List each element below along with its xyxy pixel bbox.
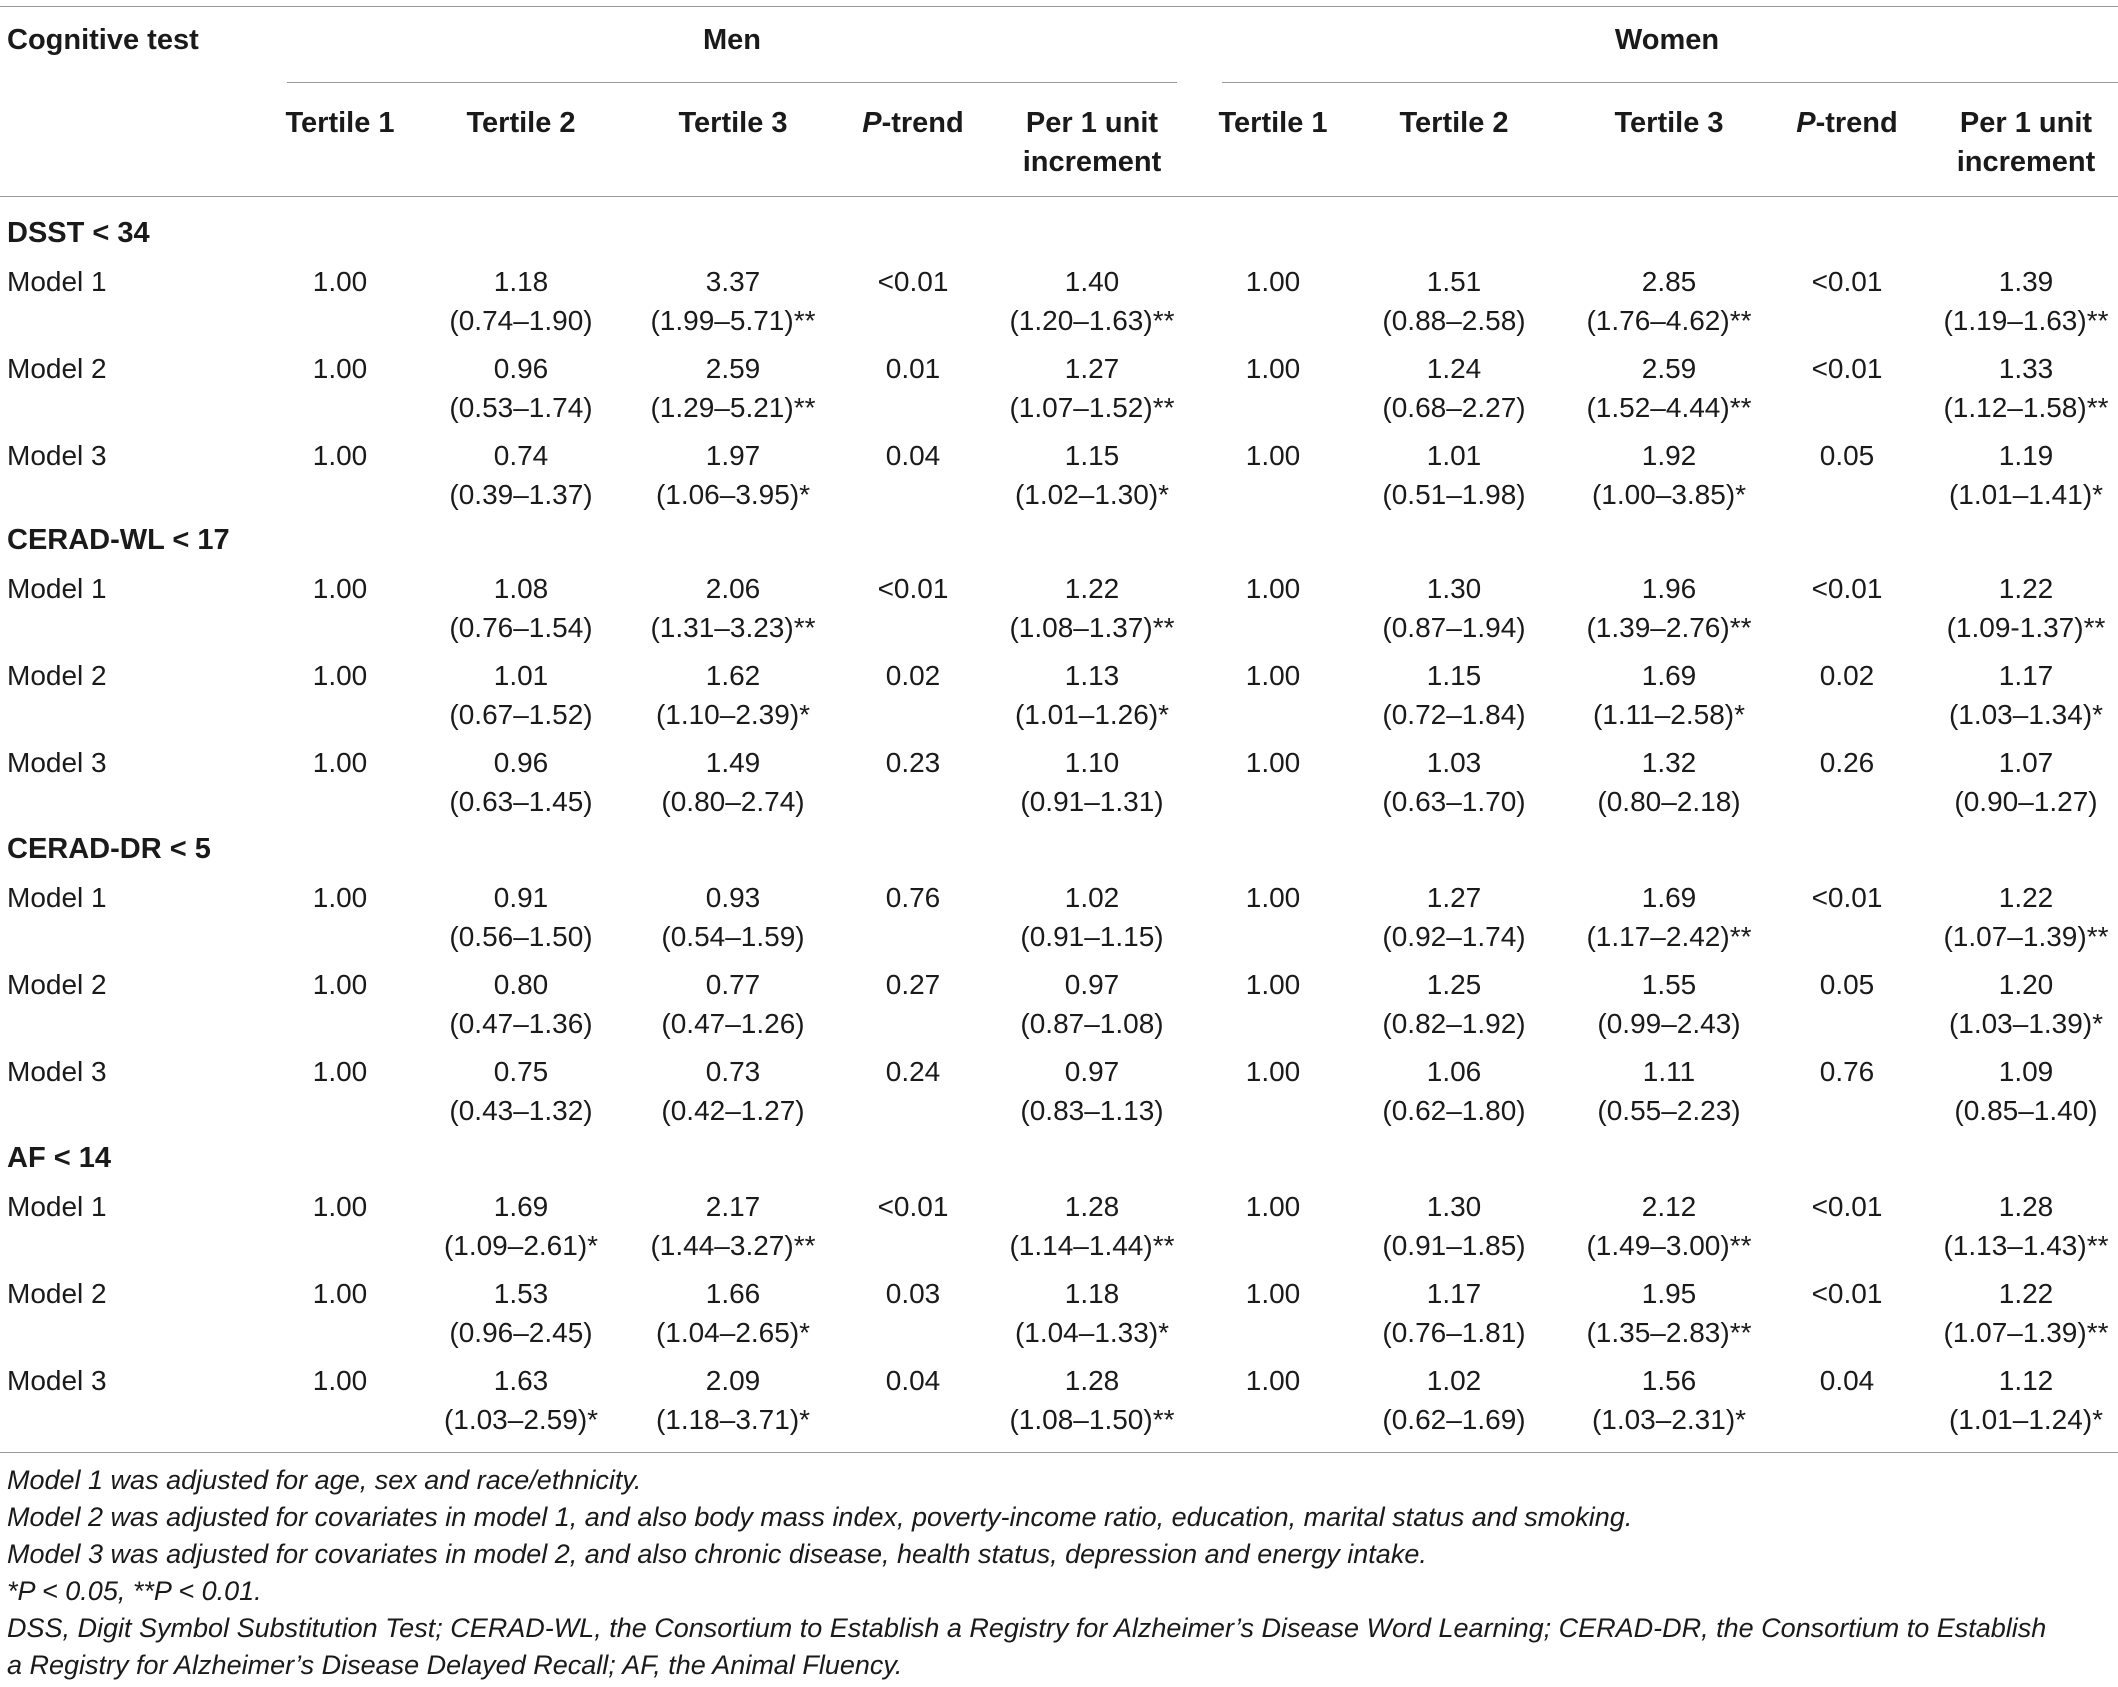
confidence-interval: (1.20–1.63)**	[1009, 305, 1175, 336]
estimate-value: 0.80	[493, 969, 549, 1000]
estimate-value: <0.01	[1811, 1278, 1883, 1309]
estimate-value: 1.07	[1998, 747, 2054, 778]
women-per-unit-cell	[1916, 1052, 2118, 1130]
header-men-per-unit	[1002, 104, 1182, 182]
estimate-value: 1.00	[1245, 1278, 1301, 1309]
estimate-value: 1.22	[1998, 1278, 2054, 1309]
men-tertile-2-cell	[411, 878, 631, 956]
confidence-interval: (1.01–1.26)*	[1014, 699, 1170, 730]
estimate-value: 1.00	[1245, 353, 1301, 384]
footnote-significance: *P < 0.05, **P < 0.01.	[7, 1576, 262, 1606]
estimate-value: 1.63	[493, 1365, 549, 1396]
row-model-label: Model 2	[7, 660, 107, 691]
confidence-interval: (1.08–1.37)**	[1009, 612, 1175, 643]
estimate-value: 0.73	[705, 1056, 761, 1087]
estimate-value: 3.37	[705, 266, 761, 297]
women-per-unit-cell	[1916, 878, 2118, 956]
confidence-interval: (1.39–2.76)**	[1586, 612, 1752, 643]
men-tertile-2-cell	[411, 1052, 631, 1130]
estimate-value: 1.56	[1641, 1365, 1697, 1396]
estimate-value: 1.69	[493, 1191, 549, 1222]
confidence-interval: (0.62–1.69)	[1382, 1404, 1526, 1435]
estimate-value: 2.85	[1641, 266, 1697, 297]
estimate-value: 1.12	[1998, 1365, 2054, 1396]
confidence-interval: (1.49–3.00)**	[1586, 1230, 1752, 1261]
confidence-interval: (0.76–1.54)	[449, 612, 593, 643]
row-model-label: Model 1	[7, 1191, 107, 1222]
estimate-value: 0.26	[1819, 747, 1875, 778]
estimate-value: 1.00	[1245, 1191, 1301, 1222]
estimate-value: 1.30	[1426, 573, 1482, 604]
confidence-interval: (0.56–1.50)	[449, 921, 593, 952]
confidence-interval: (1.00–3.85)*	[1591, 479, 1747, 510]
estimate-value: 2.59	[705, 353, 761, 384]
confidence-interval: (0.63–1.70)	[1382, 786, 1526, 817]
confidence-interval: (0.99–2.43)	[1597, 1008, 1741, 1039]
row-model-label: Model 1	[7, 882, 107, 913]
estimate-value: 1.00	[1245, 573, 1301, 604]
row-model-label: Model 2	[7, 969, 107, 1000]
confidence-interval: (1.17–2.42)**	[1586, 921, 1752, 952]
confidence-interval: (0.87–1.94)	[1382, 612, 1526, 643]
header-women: Women	[1614, 24, 1720, 56]
confidence-interval: (1.44–3.27)**	[650, 1230, 816, 1261]
estimate-value: 0.03	[885, 1278, 941, 1309]
estimate-value: 2.06	[705, 573, 761, 604]
estimate-value: 1.02	[1064, 882, 1120, 913]
table-bottom-rule	[0, 1452, 2118, 1453]
estimate-value: 1.18	[1064, 1278, 1120, 1309]
estimate-value: 1.17	[1426, 1278, 1482, 1309]
confidence-interval: (1.19–1.63)**	[1943, 305, 2109, 336]
confidence-interval: (1.03–1.34)*	[1948, 699, 2104, 730]
confidence-interval: (1.99–5.71)**	[650, 305, 816, 336]
women-per-unit-cell	[1916, 965, 2118, 1043]
section-title: CERAD-DR < 5	[7, 833, 211, 865]
estimate-value: 1.49	[705, 747, 761, 778]
confidence-interval: (0.47–1.36)	[449, 1008, 593, 1039]
estimate-value: 1.00	[312, 1056, 368, 1087]
per-unit-line-2: increment	[1022, 146, 1162, 178]
confidence-interval: (1.04–2.65)*	[655, 1317, 811, 1348]
estimate-value: 1.00	[312, 882, 368, 913]
women-tertile-2-cell	[1344, 878, 1564, 956]
estimate-value: 1.06	[1426, 1056, 1482, 1087]
confidence-interval: (0.47–1.26)	[661, 1008, 805, 1039]
estimate-value: 1.17	[1998, 660, 2054, 691]
confidence-interval: (1.08–1.50)**	[1009, 1404, 1175, 1435]
women-tertile-2-cell	[1344, 1187, 1564, 1265]
p-trend-suffix: -trend	[881, 107, 964, 139]
estimate-value: <0.01	[1811, 882, 1883, 913]
row-model-label: Model 2	[7, 1278, 107, 1309]
confidence-interval: (1.07–1.39)**	[1943, 921, 2109, 952]
estimate-value: 0.02	[885, 660, 941, 691]
footnote-model-3: Model 3 was adjusted for covariates in model 2, and also chronic disease, health status, depression and energy intake.	[7, 1539, 1427, 1569]
estimate-value: 0.91	[493, 882, 549, 913]
header-women-per-unit	[1936, 104, 2116, 182]
estimate-value: 1.66	[705, 1278, 761, 1309]
section-title: DSST < 34	[7, 217, 150, 249]
confidence-interval: (0.91–1.15)	[1020, 921, 1164, 952]
row-model-label: Model 3	[7, 1056, 107, 1087]
estimate-value: 0.74	[493, 440, 549, 471]
section-title: AF < 14	[7, 1142, 111, 1174]
estimate-value: 0.05	[1819, 969, 1875, 1000]
estimate-value: 1.02	[1426, 1365, 1482, 1396]
estimate-value: <0.01	[1811, 353, 1883, 384]
women-per-unit-cell	[1916, 569, 2118, 647]
women-per-unit-cell	[1916, 1361, 2118, 1439]
estimate-value: 1.00	[312, 1191, 368, 1222]
women-tertile-2-cell	[1344, 965, 1564, 1043]
estimate-value: 1.69	[1641, 660, 1697, 691]
confidence-interval: (0.53–1.74)	[449, 392, 593, 423]
estimate-value: 1.92	[1641, 440, 1697, 471]
estimate-value: 1.19	[1998, 440, 2054, 471]
men-tertile-2-cell	[411, 743, 631, 821]
confidence-interval: (0.96–2.45)	[449, 1317, 593, 1348]
estimate-value: 1.00	[1245, 266, 1301, 297]
estimate-value: 0.27	[885, 969, 941, 1000]
estimate-value: 1.00	[312, 969, 368, 1000]
footnote-model-2: Model 2 was adjusted for covariates in model 1, and also body mass index, poverty-income ratio, education, marital status and smoking.	[7, 1502, 1633, 1532]
estimate-value: 1.00	[1245, 1365, 1301, 1396]
women-per-unit-cell	[1916, 743, 2118, 821]
confidence-interval: (0.63–1.45)	[449, 786, 593, 817]
confidence-interval: (0.42–1.27)	[661, 1095, 805, 1126]
men-tertile-2-cell	[411, 1274, 631, 1352]
men-tertile-2-cell	[411, 656, 631, 734]
estimate-value: 1.32	[1641, 747, 1697, 778]
estimate-value: <0.01	[1811, 1191, 1883, 1222]
estimate-value: 1.00	[1245, 969, 1301, 1000]
confidence-interval: (1.01–1.41)*	[1948, 479, 2104, 510]
confidence-interval: (1.12–1.58)**	[1943, 392, 2109, 423]
estimate-value: 1.03	[1426, 747, 1482, 778]
estimate-value: 1.20	[1998, 969, 2054, 1000]
row-model-label: Model 3	[7, 747, 107, 778]
confidence-interval: (0.43–1.32)	[449, 1095, 593, 1126]
confidence-interval: (1.31–3.23)**	[650, 612, 816, 643]
women-tertile-2-cell	[1344, 656, 1564, 734]
footnote-abbreviations-line-2: a Registry for Alzheimer’s Disease Delayed Recall; AF, the Animal Fluency.	[7, 1650, 903, 1680]
estimate-value: 1.24	[1426, 353, 1482, 384]
women-tertile-2-cell	[1344, 1274, 1564, 1352]
women-tertile-2-cell	[1344, 1361, 1564, 1439]
p-trend-suffix: -trend	[1815, 107, 1898, 139]
row-model-label: Model 3	[7, 440, 107, 471]
confidence-interval: (0.51–1.98)	[1382, 479, 1526, 510]
estimate-value: 1.00	[1245, 882, 1301, 913]
women-per-unit-cell	[1916, 349, 2118, 427]
confidence-interval: (0.85–1.40)	[1954, 1095, 2098, 1126]
men-tertile-2-cell	[411, 349, 631, 427]
estimate-value: 0.97	[1064, 969, 1120, 1000]
women-tertile-2-cell	[1344, 569, 1564, 647]
confidence-interval: (0.90–1.27)	[1954, 786, 2098, 817]
estimate-value: 1.15	[1064, 440, 1120, 471]
estimate-value: 0.05	[1819, 440, 1875, 471]
women-per-unit-cell	[1916, 436, 2118, 514]
confidence-interval: (0.80–2.74)	[661, 786, 805, 817]
header-men-tertile-3: Tertile 3	[678, 107, 788, 139]
estimate-value: 1.28	[1064, 1191, 1120, 1222]
estimate-value: 2.12	[1641, 1191, 1697, 1222]
confidence-interval: (1.52–4.44)**	[1586, 392, 1752, 423]
men-tertile-2-cell	[411, 569, 631, 647]
table-top-rule	[0, 6, 2118, 7]
estimate-value: 1.27	[1426, 882, 1482, 913]
women-tertile-2-cell	[1344, 743, 1564, 821]
men-group-rule	[287, 82, 1177, 83]
estimate-value: 2.09	[705, 1365, 761, 1396]
header-men-tertile-2: Tertile 2	[466, 107, 576, 139]
women-tertile-2-cell	[1344, 349, 1564, 427]
estimate-value: 0.97	[1064, 1056, 1120, 1087]
confidence-interval: (1.09–2.61)*	[443, 1230, 599, 1261]
confidence-interval: (1.04–1.33)*	[1014, 1317, 1170, 1348]
men-tertile-2-cell	[411, 262, 631, 340]
confidence-interval: (1.13–1.43)**	[1943, 1230, 2109, 1261]
confidence-interval: (0.74–1.90)	[449, 305, 593, 336]
women-tertile-2-cell	[1344, 262, 1564, 340]
estimate-value: 1.27	[1064, 353, 1120, 384]
header-cognitive-test: Cognitive test	[7, 24, 199, 56]
estimate-value: 1.96	[1641, 573, 1697, 604]
confidence-interval: (1.07–1.52)**	[1009, 392, 1175, 423]
per-unit-line-1: Per 1 unit	[1959, 107, 2093, 139]
estimate-value: <0.01	[877, 573, 949, 604]
estimate-value: 0.77	[705, 969, 761, 1000]
estimate-value: 1.00	[312, 440, 368, 471]
confidence-interval: (0.39–1.37)	[449, 479, 593, 510]
estimate-value: 1.00	[312, 747, 368, 778]
estimate-value: 1.11	[1642, 1056, 1696, 1087]
confidence-interval: (0.54–1.59)	[661, 921, 805, 952]
confidence-interval: (1.02–1.30)*	[1014, 479, 1170, 510]
estimate-value: 1.00	[312, 1278, 368, 1309]
footnote-model-1: Model 1 was adjusted for age, sex and race/ethnicity.	[7, 1465, 642, 1495]
confidence-interval: (0.67–1.52)	[449, 699, 593, 730]
header-women-tertile-1: Tertile 1	[1218, 107, 1328, 139]
estimate-value: 1.30	[1426, 1191, 1482, 1222]
estimate-value: 1.40	[1064, 266, 1120, 297]
estimate-value: <0.01	[877, 1191, 949, 1222]
section-title: CERAD-WL < 17	[7, 524, 230, 556]
p-letter: P	[862, 107, 882, 139]
estimate-value: 1.33	[1998, 353, 2054, 384]
confidence-interval: (0.91–1.31)	[1020, 786, 1164, 817]
estimate-value: 0.96	[493, 353, 549, 384]
footnote-abbreviations-line-1: DSS, Digit Symbol Substitution Test; CERAD-WL, the Consortium to Establish a Registry for Alzheimer’s Disease Word Learning; CERAD-DR, the Consortium to Establish	[7, 1613, 2047, 1643]
confidence-interval: (1.18–3.71)*	[655, 1404, 811, 1435]
men-tertile-2-cell	[411, 1187, 631, 1265]
estimate-value: 0.04	[1819, 1365, 1875, 1396]
women-per-unit-cell	[1916, 1187, 2118, 1265]
estimate-value: 1.09	[1998, 1056, 2054, 1087]
estimate-value: 0.01	[885, 353, 941, 384]
women-per-unit-cell	[1916, 1274, 2118, 1352]
estimate-value: 1.01	[1426, 440, 1482, 471]
header-men-p-trend	[833, 104, 993, 143]
confidence-interval: (1.03–2.31)*	[1591, 1404, 1747, 1435]
women-per-unit-cell	[1916, 656, 2118, 734]
confidence-interval: (0.72–1.84)	[1382, 699, 1526, 730]
row-model-label: Model 3	[7, 1365, 107, 1396]
estimate-value: 1.00	[312, 353, 368, 384]
estimate-value: <0.01	[877, 266, 949, 297]
header-women-tertile-2: Tertile 2	[1399, 107, 1509, 139]
estimate-value: 0.93	[705, 882, 761, 913]
estimate-value: 1.97	[705, 440, 761, 471]
estimate-value: 1.55	[1641, 969, 1697, 1000]
confidence-interval: (1.09-1.37)**	[1946, 612, 2106, 643]
estimate-value: 0.04	[885, 440, 941, 471]
estimate-value: 0.02	[1819, 660, 1875, 691]
header-bottom-rule	[0, 196, 2118, 197]
estimate-value: 1.01	[493, 660, 549, 691]
estimate-value: 1.28	[1998, 1191, 2054, 1222]
estimate-value: 1.22	[1998, 882, 2054, 913]
confidence-interval: (1.01–1.24)*	[1948, 1404, 2104, 1435]
header-men-tertile-1: Tertile 1	[285, 107, 395, 139]
estimate-value: 1.00	[1245, 747, 1301, 778]
estimate-value: 2.59	[1641, 353, 1697, 384]
confidence-interval: (1.03–1.39)*	[1948, 1008, 2104, 1039]
estimate-value: 1.10	[1064, 747, 1120, 778]
confidence-interval: (1.10–2.39)*	[655, 699, 811, 730]
confidence-interval: (0.80–2.18)	[1597, 786, 1741, 817]
confidence-interval: (0.83–1.13)	[1020, 1095, 1164, 1126]
women-tertile-2-cell	[1344, 436, 1564, 514]
estimate-value: 1.00	[312, 1365, 368, 1396]
header-men: Men	[703, 24, 761, 56]
estimate-value: 1.00	[1245, 660, 1301, 691]
confidence-interval: (0.55–2.23)	[1597, 1095, 1741, 1126]
confidence-interval: (0.68–2.27)	[1382, 392, 1526, 423]
estimate-value: 1.00	[312, 660, 368, 691]
estimate-value: 1.28	[1064, 1365, 1120, 1396]
confidence-interval: (0.87–1.08)	[1020, 1008, 1164, 1039]
estimate-value: 2.17	[705, 1191, 761, 1222]
confidence-interval: (1.07–1.39)**	[1943, 1317, 2109, 1348]
estimate-value: 1.51	[1426, 266, 1482, 297]
confidence-interval: (0.62–1.80)	[1382, 1095, 1526, 1126]
confidence-interval: (0.82–1.92)	[1382, 1008, 1526, 1039]
estimate-value: 1.22	[1064, 573, 1120, 604]
confidence-interval: (0.76–1.81)	[1382, 1317, 1526, 1348]
men-tertile-2-cell	[411, 1361, 631, 1439]
confidence-interval: (0.88–2.58)	[1382, 305, 1526, 336]
estimate-value: 0.75	[493, 1056, 549, 1087]
estimate-value: 1.15	[1426, 660, 1482, 691]
estimate-value: 1.18	[493, 266, 549, 297]
row-model-label: Model 2	[7, 353, 107, 384]
estimate-value: 1.00	[1245, 1056, 1301, 1087]
confidence-interval: (1.11–2.58)*	[1592, 699, 1746, 730]
men-tertile-2-cell	[411, 436, 631, 514]
estimate-value: 1.22	[1998, 573, 2054, 604]
estimate-value: 0.24	[885, 1056, 941, 1087]
estimate-value: 1.53	[493, 1278, 549, 1309]
header-women-p-trend	[1767, 104, 1927, 143]
estimate-value: <0.01	[1811, 266, 1883, 297]
per-unit-line-2: increment	[1956, 146, 2096, 178]
estimate-value: 0.76	[1819, 1056, 1875, 1087]
estimate-value: 1.00	[1245, 440, 1301, 471]
estimate-value: 1.25	[1426, 969, 1482, 1000]
women-per-unit-cell	[1916, 262, 2118, 340]
row-model-label: Model 1	[7, 573, 107, 604]
confidence-interval: (1.03–2.59)*	[443, 1404, 599, 1435]
p-letter: P	[1796, 107, 1816, 139]
estimate-value: 0.23	[885, 747, 941, 778]
header-women-tertile-3: Tertile 3	[1614, 107, 1724, 139]
confidence-interval: (0.92–1.74)	[1382, 921, 1526, 952]
women-tertile-2-cell	[1344, 1052, 1564, 1130]
estimate-value: 1.69	[1641, 882, 1697, 913]
women-group-rule	[1222, 82, 2118, 83]
confidence-interval: (1.29–5.21)**	[650, 392, 816, 423]
estimate-value: 1.39	[1998, 266, 2054, 297]
estimate-value: 0.96	[493, 747, 549, 778]
men-tertile-2-cell	[411, 965, 631, 1043]
confidence-interval: (1.14–1.44)**	[1009, 1230, 1175, 1261]
estimate-value: 1.08	[493, 573, 549, 604]
estimate-value: 1.00	[312, 573, 368, 604]
per-unit-line-1: Per 1 unit	[1025, 107, 1159, 139]
row-model-label: Model 1	[7, 266, 107, 297]
confidence-interval: (1.35–2.83)**	[1586, 1317, 1752, 1348]
confidence-interval: (1.06–3.95)*	[655, 479, 811, 510]
estimate-value: 0.76	[885, 882, 941, 913]
estimate-value: 1.95	[1641, 1278, 1697, 1309]
confidence-interval: (1.76–4.62)**	[1586, 305, 1752, 336]
estimate-value: 0.04	[885, 1365, 941, 1396]
estimate-value: 1.13	[1064, 660, 1120, 691]
estimate-value: 1.62	[705, 660, 761, 691]
confidence-interval: (0.91–1.85)	[1382, 1230, 1526, 1261]
estimate-value: 1.00	[312, 266, 368, 297]
estimate-value: <0.01	[1811, 573, 1883, 604]
